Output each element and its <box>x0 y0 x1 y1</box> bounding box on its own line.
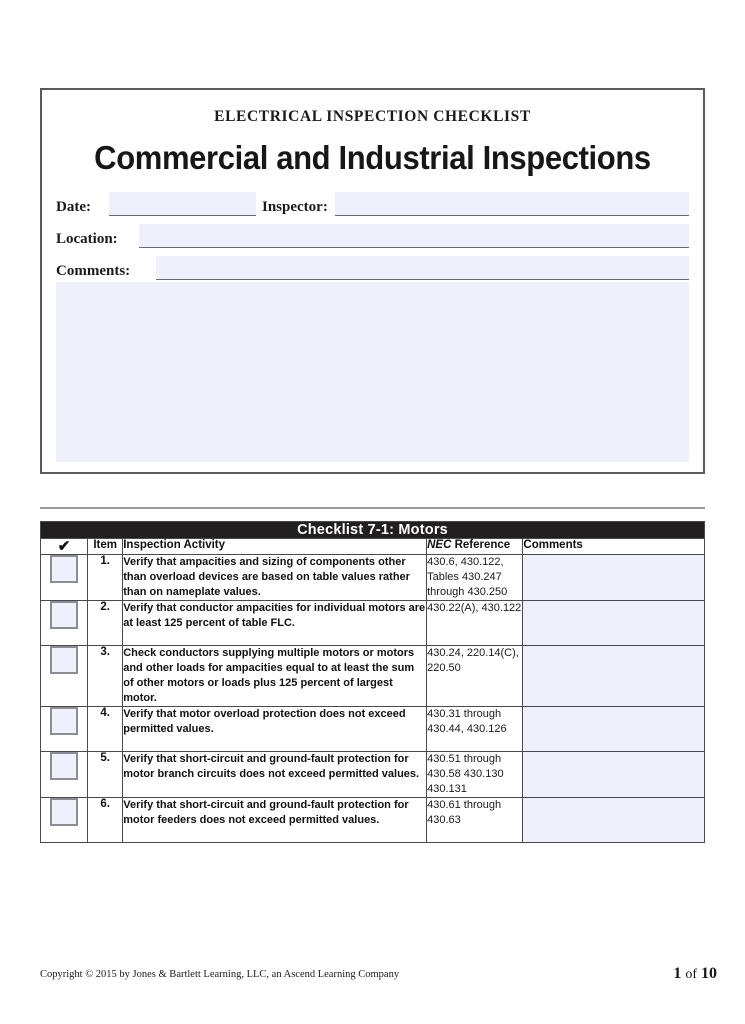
comments-cell <box>523 646 705 707</box>
comments-cell <box>523 752 705 798</box>
date-label: Date: <box>56 199 91 215</box>
inspection-activity: Verify that ampacities and sizing of components other than overload devices are based on table values rather than on nameplate values. <box>123 555 427 601</box>
row-checkbox[interactable] <box>50 555 78 583</box>
date-input[interactable] <box>109 192 256 216</box>
checkbox-cell <box>41 798 88 843</box>
row-checkbox[interactable] <box>50 707 78 735</box>
comments-textarea[interactable] <box>56 282 689 462</box>
table-row <box>41 752 705 798</box>
inspection-activity: Verify that short-circuit and ground-fault protection for motor branch circuits does not exceed permitted values. <box>123 752 427 798</box>
table-title: Checklist 7-1: Motors <box>41 522 705 539</box>
checklist-body <box>41 555 705 843</box>
item-number: 3. <box>88 646 123 707</box>
inspector-input[interactable] <box>335 192 689 216</box>
location-input[interactable] <box>139 224 689 248</box>
item-number: 2. <box>88 601 123 646</box>
column-header-comments: Comments <box>523 539 705 555</box>
row-comment-input[interactable] <box>523 646 704 690</box>
inspection-activity: Verify that motor overload protection does not exceed permitted values. <box>123 707 427 752</box>
row-comment-input[interactable] <box>523 555 704 599</box>
page-total: 10 <box>701 965 717 982</box>
item-number: 4. <box>88 707 123 752</box>
copyright-notice: Copyright © 2015 by Jones & Bartlett Learning, LLC, an Ascend Learning Company <box>40 969 400 980</box>
nec-reference: 430.31 through 430.44, 430.126 <box>427 707 523 752</box>
nec-reference: 430.51 through 430.58 430.130 430.131 <box>427 752 523 798</box>
location-label: Location: <box>56 231 118 247</box>
inspection-activity: Verify that short-circuit and ground-fault protection for motor feeders does not exceed permitted values. <box>123 798 427 843</box>
page-title: Commercial and Industrial Inspections <box>94 139 651 176</box>
page-of-label: of <box>685 967 697 982</box>
form-row-comments <box>56 254 689 280</box>
table-title-row <box>41 522 705 539</box>
page-footer <box>40 965 717 987</box>
table-row <box>41 707 705 752</box>
row-checkbox[interactable] <box>50 646 78 674</box>
nec-reference: 430.61 through 430.63 <box>427 798 523 843</box>
page-current: 1 <box>673 965 682 982</box>
table-row <box>41 555 705 601</box>
row-comment-input[interactable] <box>523 601 704 645</box>
form-row-date-inspector <box>56 190 689 216</box>
inspection-activity: Check conductors supplying multiple motors or motors and other loads for ampacities equal to at least the sum of other motors or loads plus 125 percent of largest motor. <box>123 646 427 707</box>
table-row <box>41 646 705 707</box>
table-row <box>41 798 705 843</box>
document-subtitle: ELECTRICAL INSPECTION CHECKLIST <box>214 108 531 125</box>
comments-cell <box>523 601 705 646</box>
nec-label: NEC <box>427 539 452 551</box>
nec-reference: 430.24, 220.14(C), 220.50 <box>427 646 523 707</box>
column-header-nec-reference <box>427 539 523 555</box>
checkbox-cell <box>41 601 88 646</box>
row-checkbox[interactable] <box>50 601 78 629</box>
table-column-header-row <box>41 539 705 555</box>
item-number: 5. <box>88 752 123 798</box>
comments-cell <box>523 555 705 601</box>
checkmark-icon: ✔ <box>57 538 71 555</box>
form-row-location <box>56 222 689 248</box>
row-checkbox[interactable] <box>50 798 78 826</box>
checklist-table <box>40 521 705 843</box>
table-row <box>41 601 705 646</box>
item-number: 6. <box>88 798 123 843</box>
checklist-header-box <box>40 88 705 474</box>
checkbox-cell <box>41 646 88 707</box>
inspection-activity: Verify that conductor ampacities for individual motors are at least 125 percent of table FLC. <box>123 601 427 646</box>
checkbox-cell <box>41 555 88 601</box>
section-divider <box>40 507 705 509</box>
inspector-label: Inspector: <box>262 199 328 215</box>
column-header-item: Item <box>88 539 123 555</box>
row-checkbox[interactable] <box>50 752 78 780</box>
page-indicator <box>673 965 717 983</box>
nec-reference: 430.6, 430.122, Tables 430.247 through 430.250 <box>427 555 523 601</box>
checkbox-cell <box>41 707 88 752</box>
row-comment-input[interactable] <box>523 752 704 796</box>
reference-label: Reference <box>451 539 511 551</box>
column-header-check <box>41 539 88 555</box>
comments-cell <box>523 798 705 843</box>
row-comment-input[interactable] <box>523 707 704 751</box>
comments-line-input[interactable] <box>156 256 689 280</box>
checkbox-cell <box>41 752 88 798</box>
row-comment-input[interactable] <box>523 798 704 842</box>
comments-cell <box>523 707 705 752</box>
comments-label: Comments: <box>56 263 131 279</box>
column-header-activity: Inspection Activity <box>123 539 427 555</box>
item-number: 1. <box>88 555 123 601</box>
nec-reference: 430.22(A), 430.122 <box>427 601 523 646</box>
